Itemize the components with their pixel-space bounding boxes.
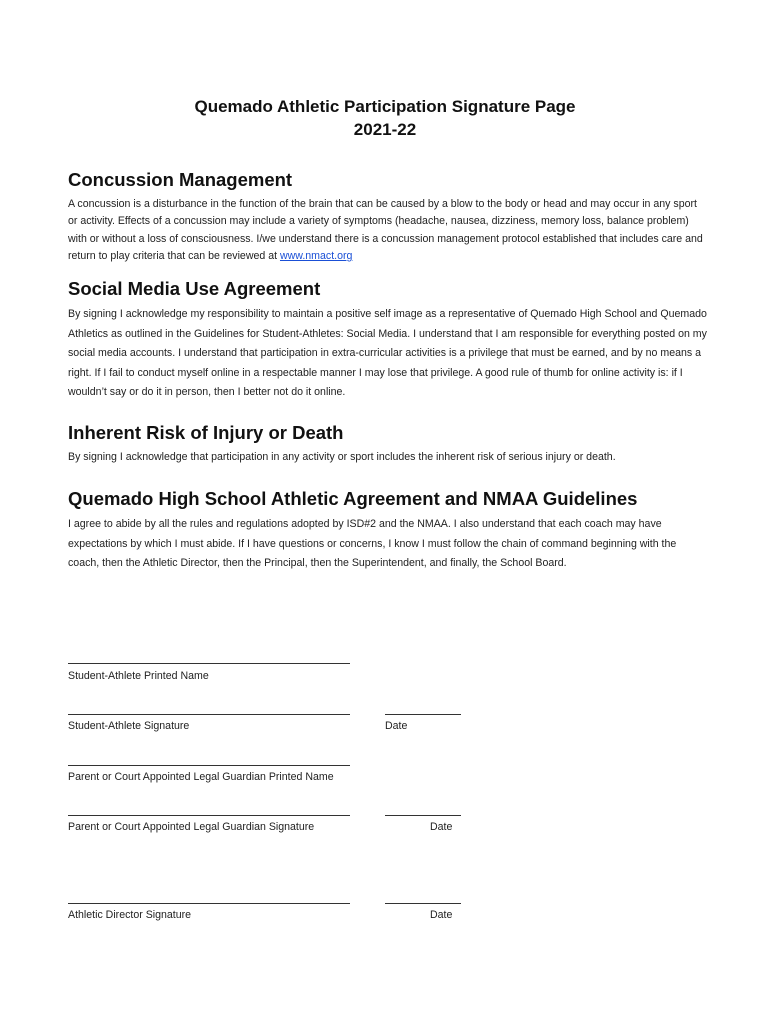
title-block — [0, 95, 770, 141]
risk-text: By signing I acknowledge that participation in any activity or sport includes the inherent risk of serious injury or death. — [68, 451, 616, 463]
heading-agreement: Quemado High School Athletic Agreement and NMAA Guidelines — [68, 488, 638, 509]
parent-printed-name-line[interactable] — [68, 765, 350, 766]
concussion-text-body: A concussion is a disturbance in the function of the brain that can be caused by a blow to the body or head and may occur in any sport or activity. Effects of a concussion may include a variety of symptoms (headache, nausea, dizziness, memory loss, balance problem) with or without a loss of consciousness. I/we understand there is a concussion management protocol established that includes care and return to play criteria that can be reviewed at — [68, 198, 703, 263]
concussion-text — [68, 196, 708, 266]
page-title: Quemado Athletic Participation Signature Page — [194, 97, 576, 116]
parent-signature-label: Parent or Court Appointed Legal Guardian Signature — [68, 821, 315, 833]
student-printed-name-line[interactable] — [68, 663, 350, 664]
student-signature-line[interactable] — [68, 714, 350, 715]
section-social-media — [68, 277, 708, 403]
heading-social-media: Social Media Use Agreement — [68, 278, 321, 299]
director-date-label: Date — [430, 909, 453, 921]
heading-risk: Inherent Risk of Injury or Death — [68, 422, 344, 443]
heading-concussion: Concussion Management — [68, 169, 293, 190]
parent-date-line[interactable] — [385, 815, 461, 816]
social-media-text: By signing I acknowledge my responsibility to maintain a positive self image as a representative of Quemado High School and Quemado Athletics as outlined in the Guidelines for Student-Athletes: Social Media. I understand that I am responsible for everything posted on my social media accounts. I understand that participation in extra-curricular activities is a privilege that must be earned, and by no means a right. If I fail to conduct myself online in a respectable manner I may lose that privilege. A good rule of thumb for online activity is: if I wouldn’t say or do it in person, then I better not do it online. — [68, 308, 707, 398]
section-risk — [68, 421, 708, 466]
parent-printed-name-label: Parent or Court Appointed Legal Guardian Printed Name — [68, 771, 334, 783]
school-year: 2021-22 — [353, 120, 417, 139]
parent-signature-line[interactable] — [68, 815, 350, 816]
nmact-link[interactable]: www.nmact.org — [279, 250, 353, 263]
student-signature-label: Student-Athlete Signature — [68, 720, 190, 732]
section-concussion — [68, 168, 708, 266]
student-date-line[interactable] — [385, 714, 461, 715]
agreement-text: I agree to abide by all the rules and regulations adopted by ISD#2 and the NMAA. I also understand that each coach may have expectations by which I must abide. If I have questions or concerns, I know I must follow the chain of command beginning with the coach, then the Athletic Director, then the Principal, then the Superintendent, and finally, the School Board. — [68, 518, 677, 569]
director-date-line[interactable] — [385, 903, 461, 904]
director-signature-line[interactable] — [68, 903, 350, 904]
section-agreement — [68, 487, 708, 574]
student-date-label: Date — [385, 720, 408, 732]
student-printed-name-label: Student-Athlete Printed Name — [68, 670, 209, 682]
director-signature-label: Athletic Director Signature — [68, 909, 192, 921]
parent-date-label: Date — [430, 821, 453, 833]
